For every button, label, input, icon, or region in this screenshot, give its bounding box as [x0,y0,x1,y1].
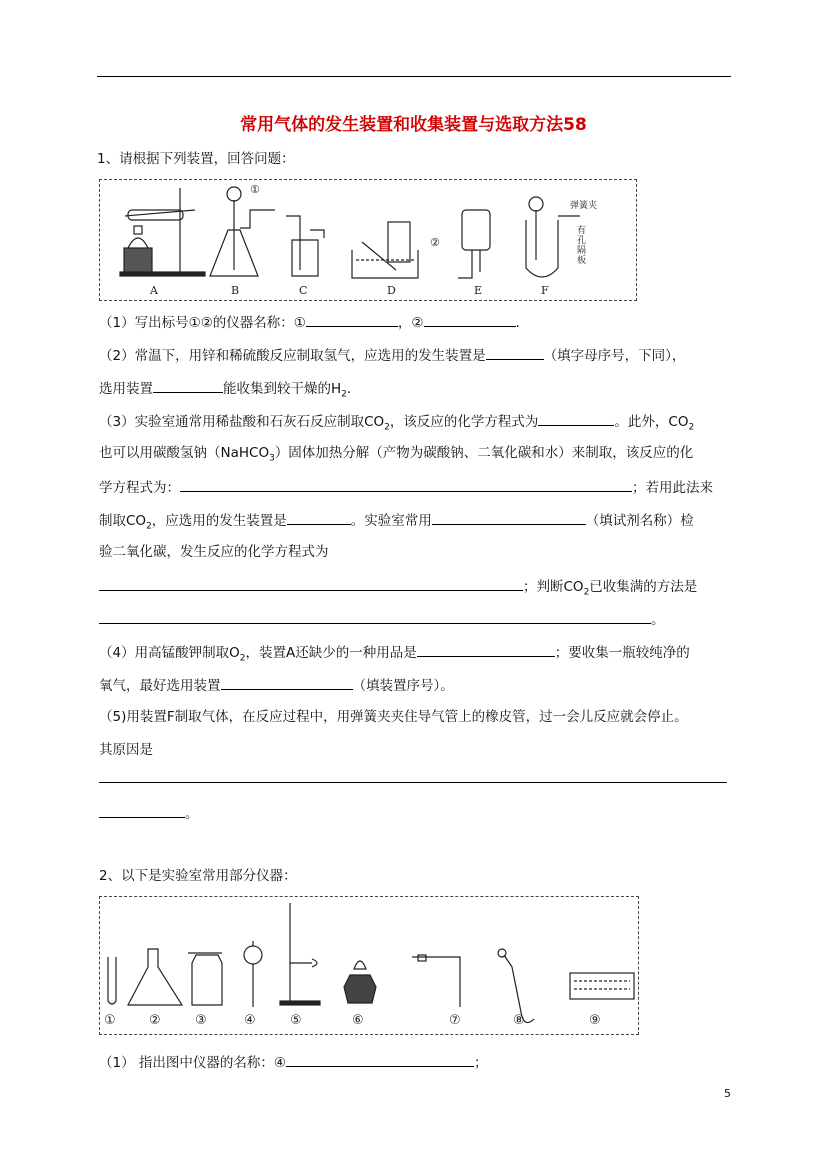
conical-flask-icon [128,949,182,1005]
marker-1: ① [250,183,260,196]
answer-blank[interactable] [417,642,555,657]
bottle-icon [192,955,222,1005]
instrument-number: ⑦ [449,1013,461,1028]
apparatus-label-e: E [474,284,483,297]
answer-blank[interactable] [221,675,353,690]
apparatus-label-f: F [541,284,549,297]
alcohol-lamp-icon [344,975,376,1003]
instrument-number: ② [149,1013,161,1028]
q1-part3-l6: ；判断$CO_2$已收集满的方法是 [99,576,697,602]
q1-part2: （2）常温下，用锌和稀硫酸反应制取氢气，应选用的发生装置是 （填字母序号，下同）， [99,345,685,365]
page-number: 5 [724,1087,731,1100]
apparatus-label-d: D [387,284,396,297]
answer-blank[interactable] [153,378,223,393]
apparatus-e-bottle [462,210,490,250]
q1-part3-l2: 也可以用碳酸氢钠（NaHCO$_3$）固体加热分解（产物为碳酸钠、二氧化碳和水）来制取，该反应的化 [99,445,694,464]
funnel-icon [244,946,262,964]
answer-blank[interactable] [287,510,351,525]
instrument-number: ① [104,1013,116,1028]
q1-part3-l4: 制取$CO_2$，应选用的发生装置是 。实验室常用 （填试剂名称）检 [99,510,694,536]
apparatus-a-base [120,272,205,276]
answer-blank[interactable] [286,1052,474,1067]
q2-stem: 2、以下是实验室常用部分仪器： [99,868,297,884]
apparatus-label-a: A [150,284,158,297]
page-title: 常用气体的发生装置和收集装置与选取方法58 [240,115,587,135]
q1-part3-l5: 验二氧化碳，发生反应的化学方程式为 [99,544,329,560]
answer-blank[interactable] [306,312,398,327]
q1-stem: 1、请根据下列装置，回答问题： [97,151,295,167]
instrument-number: ⑨ [589,1013,601,1028]
q1-part3: （3）实验室通常用稀盐酸和石灰石反应制取$CO_2$，该反应的化学方程式为 。此外，$CO_2$ [99,411,694,437]
q1-part3-l7: 。 [99,609,665,629]
instrument-number: ③ [195,1013,207,1028]
instrument-number: ④ [244,1013,256,1028]
answer-blank[interactable] [432,510,586,525]
q1-part1: （1）写出标号①②的仪器名称：① ，② . [99,312,520,332]
answer-blank[interactable] [424,312,516,327]
instrument-number: ⑧ [513,1013,525,1028]
q1-apparatus-figure [99,179,637,301]
apparatus-f-utube [526,220,558,277]
apparatus-drawing [100,180,636,300]
answer-blank[interactable] [99,576,523,591]
q1-part4-cont: 氧气，最好选用装置 （填装置序号）。 [99,675,454,695]
q1-part5-end: 。 [99,803,199,823]
q1-part3-l3: 学方程式为： ；若用此法来 [99,477,713,497]
bent-tube-icon [412,957,460,1007]
apparatus-label-c: C [299,284,308,297]
test-tube-icon [108,957,116,1004]
q1-part4: （4）用高锰酸钾制取$O_2$，装置A还缺少的一种用品是 ；要收集一瓶较纯净的 [99,642,690,668]
instrument-number: ⑥ [352,1013,364,1028]
answer-blank[interactable] [180,477,632,492]
answer-blank[interactable] [99,803,185,818]
instruments-drawing [100,897,638,1034]
answer-line[interactable] [99,782,727,783]
q2-part1: （1） 指出图中仪器的名称：④ ； [99,1052,487,1072]
q2-instruments-figure [99,896,639,1035]
apparatus-label-b: B [231,284,240,297]
f-plate-label: 有孔隔板 [577,226,587,266]
q1-part5: （5)用装置F制取气体，在反应过程中，用弹簧夹夹住导气管上的橡皮管，过一会儿反应就会停止。 [99,709,688,725]
q1-part5-cont: 其原因是 [99,742,153,758]
header-rule [97,76,731,77]
answer-blank[interactable] [538,411,614,426]
answer-blank[interactable] [99,609,651,624]
answer-blank[interactable] [486,345,544,360]
marker-2: ② [430,236,440,249]
q1-part2-cont: 选用装置 能收集到较干燥的$H_2$. [99,378,351,404]
trough-icon [570,973,634,999]
apparatus-c-bottle [292,240,318,276]
apparatus-d-trough [352,250,418,278]
instrument-number: ⑤ [290,1013,302,1028]
f-clamp-label: 弹簧夹 [570,201,598,211]
